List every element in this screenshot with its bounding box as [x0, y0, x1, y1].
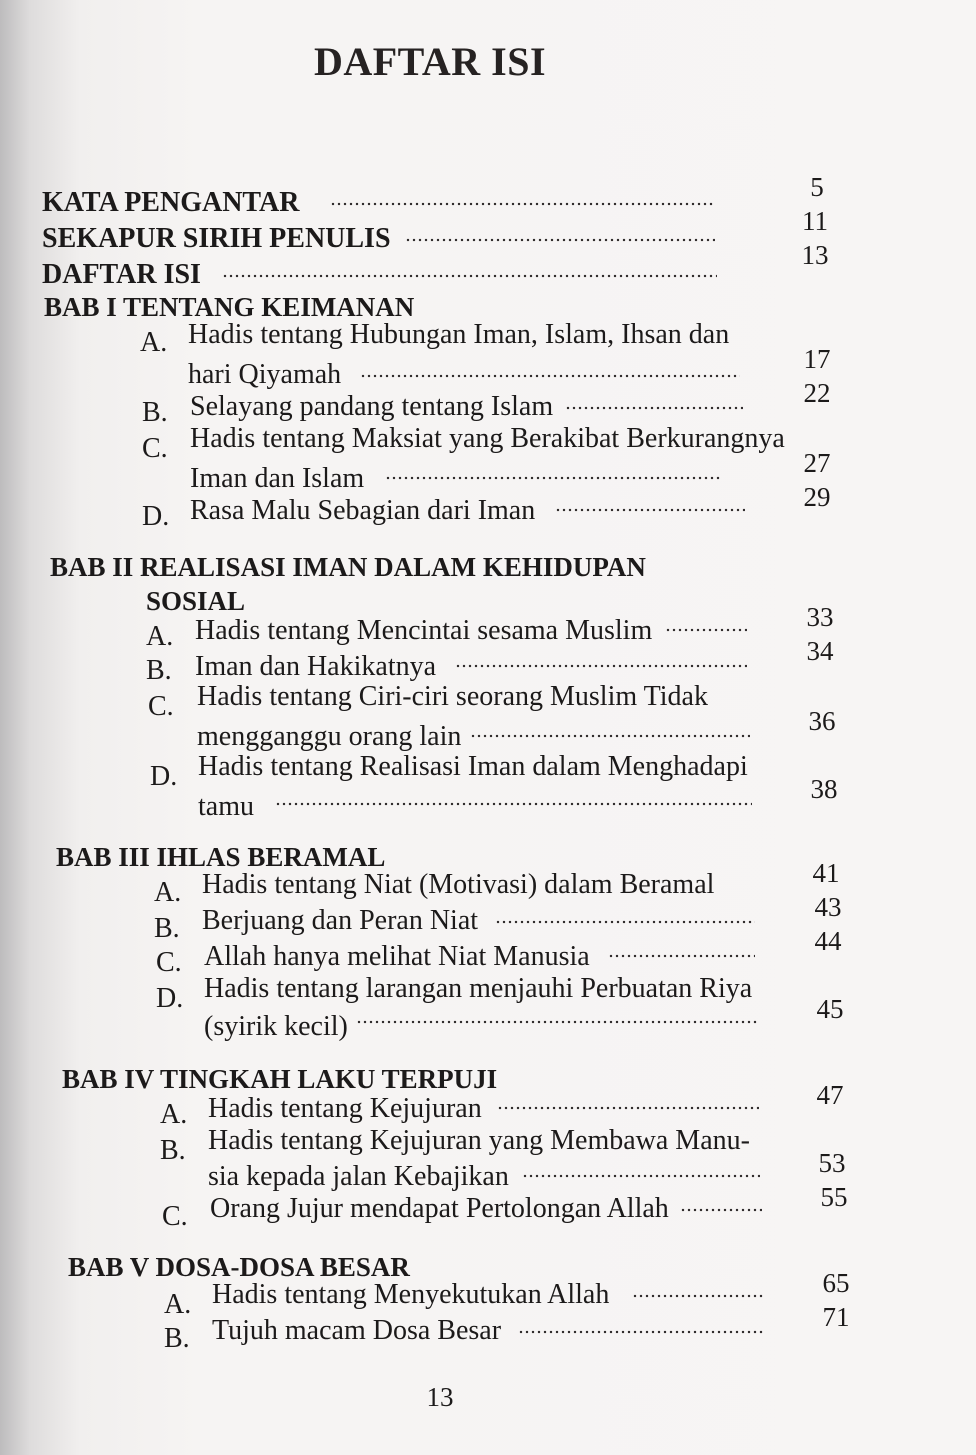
dot-leader [360, 374, 740, 378]
item-letter: B. [142, 397, 168, 428]
item-text-cont: Iman dan Islam [190, 463, 365, 494]
dot-leader [222, 274, 717, 278]
item-text-cont: hari Qiyamah [188, 359, 342, 390]
toc-page-number: 71 [822, 1302, 850, 1332]
item-text: Allah hanya melihat Niat Manusia [204, 941, 590, 972]
item-text: Hadis tentang Kejujuran [208, 1093, 482, 1124]
toc-page-number: 17 [803, 344, 831, 374]
toc-entry-text: DAFTAR ISI [42, 259, 201, 290]
toc-page-number: 55 [820, 1182, 848, 1212]
chapter-heading: BAB IV TINGKAH LAKU TERPUJI [62, 1064, 498, 1094]
dot-leader [405, 238, 715, 242]
chapter-heading: BAB I TENTANG KEIMANAN [44, 292, 415, 322]
item-letter: A. [164, 1289, 192, 1320]
dot-leader [522, 1174, 760, 1178]
item-letter: C. [156, 947, 182, 978]
toc-page-number: 47 [816, 1080, 844, 1110]
dot-leader [495, 920, 755, 924]
toc-page-number: 41 [812, 858, 840, 888]
item-letter: B. [160, 1135, 186, 1166]
toc-page-number: 33 [806, 602, 834, 632]
chapter-heading-cont: SOSIAL [146, 586, 246, 616]
item-text: Hadis tentang larangan menjauhi Perbuatan Riya [204, 973, 753, 1004]
chapter-heading: BAB V DOSA-DOSA BESAR [68, 1252, 410, 1282]
item-letter: A. [146, 621, 174, 652]
dot-leader [555, 508, 745, 512]
page-title: DAFTAR ISI [313, 39, 547, 84]
dot-leader [497, 1106, 759, 1110]
item-text: Hadis tentang Ciri-ciri seorang Muslim Tidak [197, 681, 708, 712]
item-text: Rasa Malu Sebagian dari Iman [190, 495, 536, 526]
toc-page-number: 27 [803, 448, 831, 478]
item-text: Orang Jujur mendapat Pertolongan Allah [210, 1193, 669, 1224]
dot-leader [665, 628, 747, 632]
item-letter: A. [160, 1099, 188, 1130]
toc-page-number: 65 [822, 1268, 850, 1298]
item-letter: A. [140, 327, 168, 358]
chapter-heading: BAB III IHLAS BERAMAL [56, 842, 386, 872]
item-letter: B. [154, 913, 180, 944]
toc-entry-text: SEKAPUR SIRIH PENULIS [42, 223, 391, 254]
item-letter: D. [150, 761, 178, 792]
toc-page-number: 53 [818, 1148, 846, 1178]
item-text: Iman dan Hakikatnya [195, 651, 437, 682]
item-letter: B. [146, 655, 172, 686]
dot-leader [632, 1294, 764, 1298]
item-text: Hadis tentang Kejujuran yang Membawa Manu- [208, 1125, 750, 1156]
page-number-footer: 13 [426, 1382, 454, 1412]
item-letter: D. [156, 983, 184, 1014]
dot-leader [608, 954, 755, 958]
item-text-cont: tamu [198, 791, 254, 822]
item-letter: B. [164, 1323, 190, 1354]
item-text: Hadis tentang Hubungan Iman, Islam, Ihsan dan [188, 319, 730, 350]
toc-page-number: 36 [808, 706, 836, 736]
dot-leader [385, 476, 720, 480]
item-letter: A. [154, 877, 182, 908]
toc-page-number: 11 [802, 206, 828, 236]
item-text-cont: mengganggu orang lain [197, 721, 462, 752]
item-text: Hadis tentang Niat (Motivasi) dalam Beramal [202, 869, 715, 900]
toc-page-number: 43 [814, 892, 842, 922]
item-text-cont: (syirik kecil) [204, 1011, 348, 1042]
toc-page-number: 5 [810, 172, 824, 202]
dot-leader [565, 406, 743, 410]
toc-page-number: 45 [816, 994, 844, 1024]
item-text: Hadis tentang Menyekutukan Allah [212, 1279, 610, 1310]
toc-page-number: 29 [803, 482, 831, 512]
dot-leader [275, 802, 752, 806]
dot-leader [470, 734, 750, 738]
chapter-heading: BAB II REALISASI IMAN DALAM KEHIDUPAN [50, 552, 646, 582]
dot-leader [518, 1330, 764, 1334]
dot-leader [356, 1020, 758, 1024]
toc-page-number: 13 [801, 240, 829, 270]
dot-leader [455, 664, 747, 668]
toc-page-number: 44 [814, 926, 842, 956]
dot-leader [680, 1208, 762, 1212]
item-letter: C. [162, 1201, 188, 1232]
item-text-cont: sia kepada jalan Kebajikan [208, 1161, 509, 1192]
item-text: Berjuang dan Peran Niat [202, 905, 479, 936]
item-text: Tujuh macam Dosa Besar [212, 1315, 502, 1346]
item-text: Hadis tentang Mencintai sesama Muslim [195, 615, 653, 646]
item-letter: D. [142, 501, 170, 532]
toc-page-number: 34 [806, 636, 834, 666]
item-text: Selayang pandang tentang Islam [190, 391, 554, 422]
dot-leader [330, 202, 715, 206]
item-text: Hadis tentang Realisasi Iman dalam Menghadapi [198, 751, 748, 782]
toc-entry-text: KATA PENGANTAR [42, 187, 300, 218]
item-text: Hadis tentang Maksiat yang Berakibat Berkurangnya [190, 423, 785, 454]
toc-page-number: 22 [803, 378, 831, 408]
toc-page-number: 38 [810, 774, 838, 804]
item-letter: C. [142, 433, 168, 464]
item-letter: C. [148, 691, 174, 722]
